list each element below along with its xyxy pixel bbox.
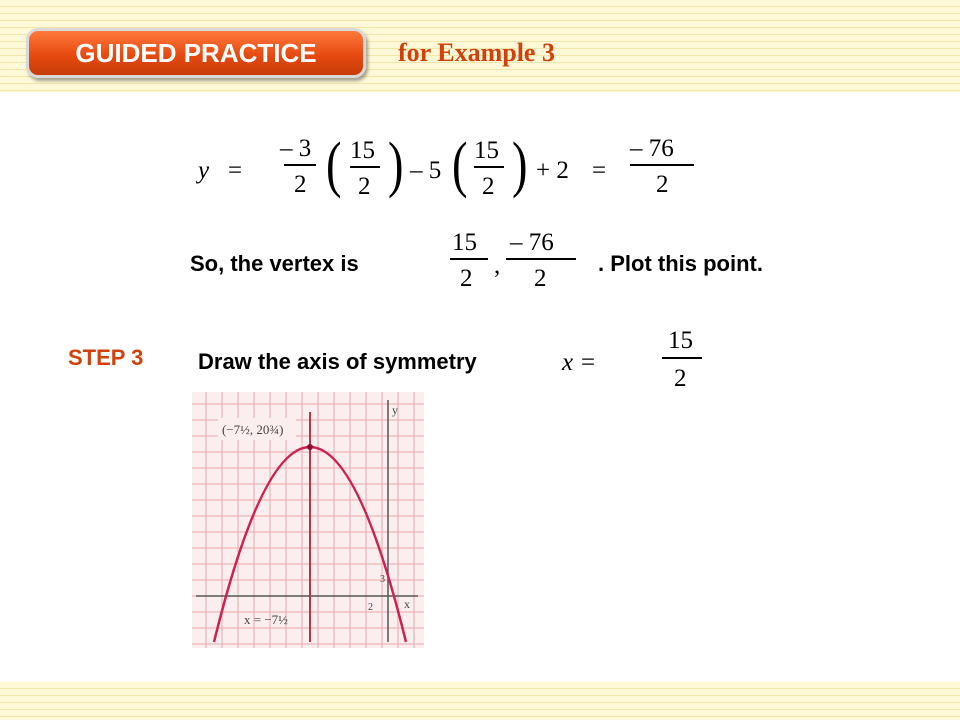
y-axis-label: y xyxy=(392,403,398,417)
step-3-label: STEP 3 xyxy=(68,345,144,370)
eq-y: y xyxy=(198,157,210,184)
vertex-y-bar xyxy=(506,258,576,260)
graph-canvas xyxy=(192,392,424,648)
frac-a-den: 2 xyxy=(294,171,307,198)
example-reference: for Example 3 xyxy=(398,38,555,67)
badge-label: GUIDED PRACTICE xyxy=(75,37,317,68)
ruled-footer-band xyxy=(0,682,960,720)
axis-label: x = −7½ xyxy=(244,612,288,627)
vertex-x-bar xyxy=(450,258,488,260)
vertex-label: (−7½, 20¾) xyxy=(222,422,284,437)
paren-close-2: ) xyxy=(512,131,528,199)
vertex-prefix: So, the vertex is xyxy=(190,251,359,276)
vertex-x-num: 15 xyxy=(452,229,477,256)
eq-equals-2: = xyxy=(592,157,607,184)
eq-plus-2: + 2 xyxy=(536,157,569,184)
guided-practice-badge xyxy=(26,28,366,78)
paren-close-1: ) xyxy=(388,131,404,199)
x-axis-label: x xyxy=(404,597,410,611)
vertex-y-den: 2 xyxy=(534,265,547,292)
frac-b1-num: 15 xyxy=(350,137,375,164)
vertex-point xyxy=(307,444,313,450)
tick-3-label: 3 xyxy=(380,574,385,585)
eq-equals-1: = xyxy=(228,157,243,184)
frac-b1-den: 2 xyxy=(358,173,371,200)
frac-b2-num: 15 xyxy=(474,137,499,164)
step-3-num: 15 xyxy=(668,327,693,354)
eq-minus-5: – 5 xyxy=(410,157,442,184)
frac-result-den: 2 xyxy=(656,171,669,198)
vertex-y-num: – 76 xyxy=(510,229,554,256)
frac-b1-bar xyxy=(350,166,380,168)
vertex-x-den: 2 xyxy=(460,265,473,292)
vertex-comma: , xyxy=(494,252,501,279)
step-3-bar xyxy=(662,357,702,359)
frac-result-bar xyxy=(630,164,694,166)
frac-b2-bar xyxy=(474,166,504,168)
step-3-var: x = xyxy=(562,349,597,376)
frac-a-bar xyxy=(284,164,316,166)
paren-open-2: ( xyxy=(452,131,468,199)
tick-2-label: 2 xyxy=(368,602,373,613)
step-3-text: Draw the axis of symmetry xyxy=(198,349,477,374)
frac-a-num: – 3 xyxy=(280,135,312,162)
frac-result-num: – 76 xyxy=(630,135,674,162)
paren-open-1: ( xyxy=(326,131,342,199)
frac-b2-den: 2 xyxy=(482,173,495,200)
vertex-suffix: . Plot this point. xyxy=(598,251,763,276)
parabola-graph xyxy=(192,392,424,648)
step-3-den: 2 xyxy=(674,365,687,392)
